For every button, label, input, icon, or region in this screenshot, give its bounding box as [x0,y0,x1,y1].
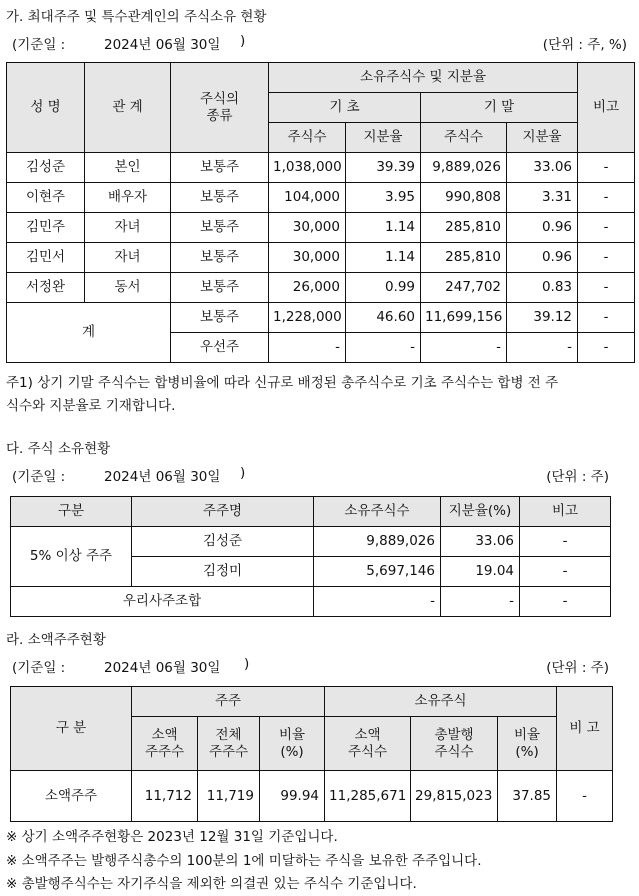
header-holders: 주주 [132,687,325,717]
cell-note: - [578,273,635,303]
cell-begin-ratio: 46.60 [346,303,421,333]
cell-type: 보통주 [171,153,269,183]
header-shares: 소유주식수 [314,497,441,527]
esop-label: 우리사주조합 [11,587,314,617]
cell-begin-ratio: 1.14 [346,243,421,273]
section-ra-ref-label: (기준일 : [12,660,66,676]
share-ownership-table [10,496,611,617]
cell-ratio: 19.04 [441,557,520,587]
cell-type: 보통주 [171,273,269,303]
cell-type: 보통주 [171,303,269,333]
total-row [7,303,635,333]
cell-note: - [578,243,635,273]
header-note: 비 고 [557,687,613,771]
header-ratio-holders: 비율 (%) [260,717,325,771]
cell-begin-shares: 1,038,000 [269,153,346,183]
header-relation: 관 계 [85,63,171,153]
section-ra-unit: (단위 : 주) [546,660,609,676]
cell-name: 김민주 [7,213,85,243]
cell-type: 보통주 [171,243,269,273]
section-da-ref-label: (기준일 : [12,469,66,485]
cell-end-shares: 247,702 [421,273,507,303]
table-row [7,183,635,213]
header-holdings: 소유주식수 및 지분율 [269,63,578,93]
cell-begin-ratio: 3.95 [346,183,421,213]
header-name: 성 명 [7,63,85,153]
cell-minor-holders: 11,712 [132,771,198,822]
cell-ratio: - [441,587,520,617]
table-row [7,153,635,183]
cell-name: 김민서 [7,243,85,273]
cell-end-ratio: 0.83 [507,273,578,303]
cell-ratio: 33.06 [441,527,520,557]
cell-end-shares: - [421,333,507,363]
cell-name: 이현주 [7,183,85,213]
section-ra-ref-close: ) [244,656,250,672]
section-da-unit: (단위 : 주) [546,469,609,485]
cell-holder: 김성준 [132,527,314,557]
header-ratio: 지분율(%) [441,497,520,527]
cell-shares: 9,889,026 [314,527,441,557]
header-category: 구 분 [11,687,132,771]
section-ga-ref-close: ) [240,33,246,49]
cell-type: 우선주 [171,333,269,363]
cell-type: 보통주 [171,183,269,213]
header-ratio-shares: 비율 (%) [498,717,557,771]
cell-note: - [578,333,635,363]
cell-end-ratio: 0.96 [507,243,578,273]
cell-relation: 배우자 [85,183,171,213]
cell-minor-shares: 11,285,671 [325,771,411,822]
cell-note: - [520,527,611,557]
section-ra-note-3: ※ 총발행주식수는 자기주식을 제외한 의결권 있는 주식수 기준입니다. [6,876,417,892]
cell-note: - [520,557,611,587]
header-begin-shares: 주식수 [269,123,346,153]
cell-relation: 동서 [85,273,171,303]
header-category: 구분 [11,497,132,527]
cell-begin-shares: 1,228,000 [269,303,346,333]
cell-begin-shares: 104,000 [269,183,346,213]
cell-note: - [578,153,635,183]
cell-begin-ratio: 0.99 [346,273,421,303]
cell-end-shares: 285,810 [421,243,507,273]
cell-begin-shares: 30,000 [269,243,346,273]
section-da-ref-close: ) [240,465,246,481]
header-minor-holders: 소액 주주수 [132,717,198,771]
section-ga-heading: 가. 최대주주 및 특수관계인의 주식소유 현황 [6,9,267,25]
cell-relation: 본인 [85,153,171,183]
cell-end-shares: 285,810 [421,213,507,243]
cell-begin-ratio: 1.14 [346,213,421,243]
table-row [7,243,635,273]
header-end-shares: 주식수 [421,123,507,153]
header-issued-shares: 총발행 주식수 [411,717,498,771]
section-da-heading: 다. 주식 소유현황 [6,441,111,457]
cell-label: 소액주주 [11,771,132,822]
minority-shareholder-table [10,686,613,822]
cell-end-shares: 990,808 [421,183,507,213]
header-stock: 소유주식 [325,687,557,717]
section-ga-ref-label: (기준일 : [12,37,66,53]
cell-ratio-shares: 37.85 [498,771,557,822]
section-ra-ref-date: 2024년 06월 30일 [104,660,221,676]
cell-end-ratio: - [507,333,578,363]
header-end: 기 말 [421,93,578,123]
cell-note: - [557,771,613,822]
header-holder: 주주명 [132,497,314,527]
cell-shares: - [314,587,441,617]
cell-begin-ratio: 39.39 [346,153,421,183]
cell-end-shares: 9,889,026 [421,153,507,183]
cell-total-holders: 11,719 [198,771,260,822]
section-ga-footnote-1: 주1) 상기 기말 주식수는 합병비율에 따라 신규로 배정된 총주식수로 기초 주식수는 합병 전 주 [6,375,559,391]
cell-name: 김성준 [7,153,85,183]
cell-shares: 5,697,146 [314,557,441,587]
group-label: 5% 이상 주주 [11,527,132,587]
header-stock-type: 주식의 종류 [171,63,269,153]
section-ga-ref-date: 2024년 06월 30일 [104,37,221,53]
header-begin: 기 초 [269,93,421,123]
header-note: 비고 [520,497,611,527]
major-shareholder-table [6,62,635,363]
cell-name: 서정완 [7,273,85,303]
section-ga-footnote-2: 식수와 지분율로 기재합니다. [6,398,176,414]
cell-end-ratio: 0.96 [507,213,578,243]
table-row [11,527,611,557]
cell-relation: 자녀 [85,213,171,243]
cell-type: 보통주 [171,213,269,243]
cell-end-ratio: 3.31 [507,183,578,213]
header-minor-shares: 소액 주식수 [325,717,411,771]
header-total-holders: 전체 주주수 [198,717,260,771]
cell-note: - [578,213,635,243]
cell-ratio-holders: 99.94 [260,771,325,822]
section-ra-heading: 라. 소액주주현황 [6,632,106,648]
section-ra-note-2: ※ 소액주주는 발행주식총수의 100분의 1에 미달하는 주식을 보유한 주주입니다. [6,853,482,869]
cell-begin-shares: 30,000 [269,213,346,243]
total-label: 계 [7,303,171,363]
cell-relation: 자녀 [85,243,171,273]
cell-note: - [578,303,635,333]
header-end-ratio: 지분율 [507,123,578,153]
cell-end-ratio: 39.12 [507,303,578,333]
section-da-ref-date: 2024년 06월 30일 [104,469,221,485]
table-row [11,587,611,617]
cell-end-shares: 11,699,156 [421,303,507,333]
cell-holder: 김정미 [132,557,314,587]
table-row [11,771,613,822]
header-note: 비고 [578,63,635,153]
cell-issued-shares: 29,815,023 [411,771,498,822]
section-ga-unit: (단위 : 주, %) [542,37,627,53]
cell-note: - [520,587,611,617]
cell-begin-shares: - [269,333,346,363]
section-ra-note-1: ※ 상기 소액주주현황은 2023년 12월 31일 기준입니다. [6,829,338,845]
table-row [7,213,635,243]
cell-begin-shares: 26,000 [269,273,346,303]
cell-note: - [578,183,635,213]
cell-begin-ratio: - [346,333,421,363]
header-begin-ratio: 지분율 [346,123,421,153]
table-row [7,273,635,303]
cell-end-ratio: 33.06 [507,153,578,183]
